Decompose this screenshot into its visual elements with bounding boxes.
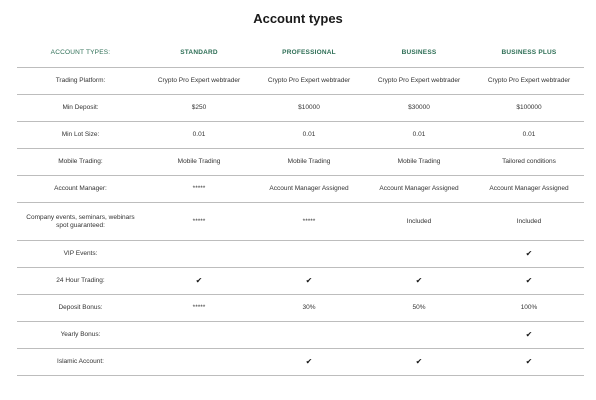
row-label: Account Manager: — [17, 176, 144, 203]
table-cell: Included — [474, 203, 584, 241]
table-cell: 0.01 — [254, 122, 364, 149]
checkmark-icon: ✔ — [474, 322, 584, 349]
table-cell — [254, 241, 364, 268]
table-cell: 50% — [364, 295, 474, 322]
table-cell: Tailored conditions — [474, 149, 584, 176]
table-row — [17, 95, 584, 122]
table-row — [17, 122, 584, 149]
checkmark-icon: ✔ — [364, 268, 474, 295]
table-cell: 0.01 — [144, 122, 254, 149]
checkmark-icon: ✔ — [254, 349, 364, 376]
table-row — [17, 68, 584, 95]
table-cell: ***** — [254, 203, 364, 241]
table-cell — [144, 241, 254, 268]
table-row — [17, 203, 584, 241]
table-row — [17, 349, 584, 376]
table-cell: Mobile Trading — [364, 149, 474, 176]
header-business-plus: BUSINESS PLUS — [474, 37, 584, 68]
row-label: 24 Hour Trading: — [17, 268, 144, 295]
table-cell: $30000 — [364, 95, 474, 122]
row-label: Trading Platform: — [17, 68, 144, 95]
row-label: VIP Events: — [17, 241, 144, 268]
table-cell: ***** — [144, 176, 254, 203]
checkmark-icon: ✔ — [474, 349, 584, 376]
table-cell: $250 — [144, 95, 254, 122]
table-row — [17, 268, 584, 295]
table-cell: $100000 — [474, 95, 584, 122]
table-row — [17, 149, 584, 176]
row-label: Deposit Bonus: — [17, 295, 144, 322]
table-cell: ***** — [144, 295, 254, 322]
row-label: Min Deposit: — [17, 95, 144, 122]
checkmark-icon: ✔ — [254, 268, 364, 295]
row-label: Mobile Trading: — [17, 149, 144, 176]
table-cell: Crypto Pro Expert webtrader — [364, 68, 474, 95]
table-cell — [364, 322, 474, 349]
table-cell: Account Manager Assigned — [254, 176, 364, 203]
table-cell: ***** — [144, 203, 254, 241]
checkmark-icon: ✔ — [364, 349, 474, 376]
table-cell: 100% — [474, 295, 584, 322]
table-cell: 0.01 — [364, 122, 474, 149]
header-business: BUSINESS — [364, 37, 474, 68]
header-row — [17, 37, 584, 68]
table-cell: Mobile Trading — [254, 149, 364, 176]
checkmark-icon: ✔ — [144, 268, 254, 295]
header-account-types: ACCOUNT TYPES: — [17, 37, 144, 68]
table-cell: Account Manager Assigned — [364, 176, 474, 203]
table-cell: 0.01 — [474, 122, 584, 149]
table-row — [17, 241, 584, 268]
checkmark-icon: ✔ — [474, 241, 584, 268]
table-cell: Included — [364, 203, 474, 241]
table-cell: Account Manager Assigned — [474, 176, 584, 203]
table-cell — [254, 322, 364, 349]
account-types-table — [17, 37, 584, 376]
table-cell — [144, 349, 254, 376]
table-cell: Mobile Trading — [144, 149, 254, 176]
table-cell — [144, 322, 254, 349]
row-label: Min Lot Size: — [17, 122, 144, 149]
table-cell: $10000 — [254, 95, 364, 122]
table-cell: Crypto Pro Expert webtrader — [144, 68, 254, 95]
table-cell: Crypto Pro Expert webtrader — [254, 68, 364, 95]
page-title: Account types — [253, 11, 343, 26]
table-cell — [364, 241, 474, 268]
table-row — [17, 176, 584, 203]
table-cell: Crypto Pro Expert webtrader — [474, 68, 584, 95]
table-row — [17, 295, 584, 322]
table-row — [17, 322, 584, 349]
checkmark-icon: ✔ — [474, 268, 584, 295]
table-cell: 30% — [254, 295, 364, 322]
header-standard: STANDARD — [144, 37, 254, 68]
header-professional: PROFESSIONAL — [254, 37, 364, 68]
row-label: Company events, seminars, webinars spot guaranteed: — [17, 203, 144, 241]
row-label: Yearly Bonus: — [17, 322, 144, 349]
row-label: Islamic Account: — [17, 349, 144, 376]
